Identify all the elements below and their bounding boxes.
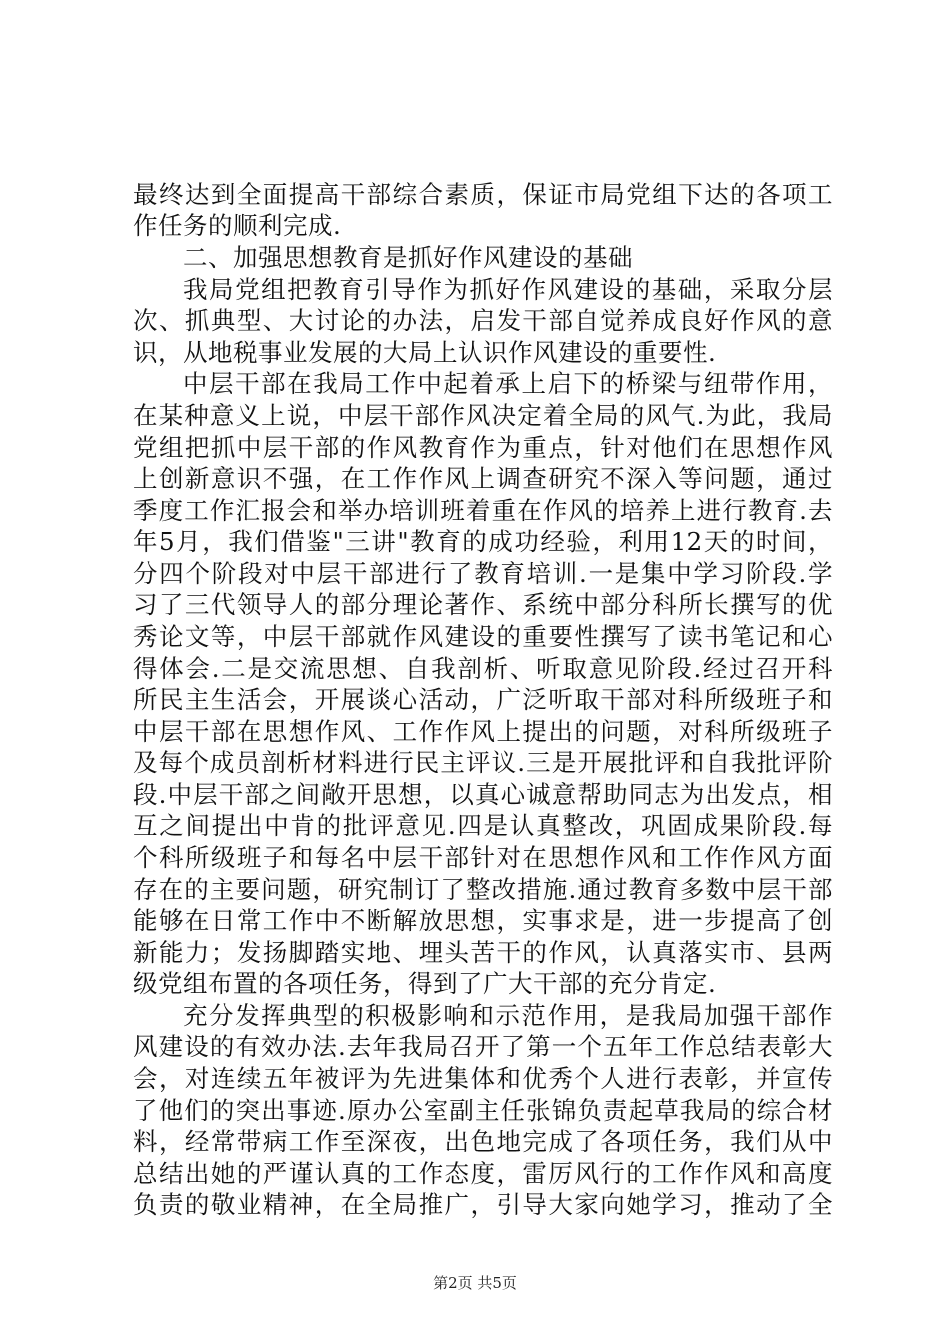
paragraph-first-line: 中层干部在我局工作中起着承上启下的桥梁与纽带作用， [183, 369, 833, 398]
text-line: 会，对连续五年被评为先进集体和优秀个人进行表彰，并宣传 [133, 1064, 833, 1093]
text-line: 总结出她的严谨认真的工作态度，雷厉风行的工作作风和高度 [133, 1159, 833, 1188]
text-line: 得体会.二是交流思想、自我剖析、听取意见阶段.经过召开科 [133, 654, 833, 683]
text-line: 了他们的突出事迹.原办公室副主任张锦负责起草我局的综合材 [133, 1096, 833, 1125]
text-line: 个科所级班子和每名中层干部针对在思想作风和工作作风方面 [133, 843, 833, 872]
text-line: 新能力；发扬脚踏实地、埋头苦干的作风，认真落实市、县两 [133, 938, 833, 967]
text-line: 段.中层干部之间敞开思想，以真心诚意帮助同志为出发点，相 [133, 780, 833, 809]
text-line: 上创新意识不强，在工作作风上调查研究不深入等问题，通过 [133, 464, 833, 493]
text-line: 料，经常带病工作至深夜，出色地完成了各项任务，我们从中 [133, 1127, 833, 1156]
text-line: 所民主生活会，开展谈心活动，广泛听取干部对科所级班子和 [133, 685, 833, 714]
text-line: 识，从地税事业发展的大局上认识作风建设的重要性. [133, 338, 717, 367]
text-line: 季度工作汇报会和举办培训班着重在作风的培养上进行教育.去 [133, 496, 833, 525]
text-line: 能够在日常工作中不断解放思想，实事求是，进一步提高了创 [133, 906, 833, 935]
section-heading: 二、加强思想教育是抓好作风建设的基础 [183, 243, 633, 272]
text-line: 分四个阶段对中层干部进行了教育培训.一是集中学习阶段.学 [133, 559, 833, 588]
text-line: 次、抓典型、大讨论的办法，启发干部自觉养成良好作风的意 [133, 306, 833, 335]
text-line: 秀论文等，中层干部就作风建设的重要性撰写了读书笔记和心 [133, 622, 833, 651]
text-line: 年5月，我们借鉴"三讲"教育的成功经验，利用12天的时间， [133, 527, 833, 556]
text-line: 在某种意义上说，中层干部作风决定着全局的风气.为此，我局 [133, 401, 833, 430]
text-line: 中层干部在思想作风、工作作风上提出的问题，对科所级班子 [133, 717, 833, 746]
text-line: 负责的敬业精神，在全局推广，引导大家向她学习，推动了全 [133, 1190, 833, 1219]
page-number-footer: 第2页 共5页 [433, 1274, 517, 1292]
text-line: 最终达到全面提高干部综合素质，保证市局党组下达的各项工 [133, 180, 833, 209]
text-line: 习了三代领导人的部分理论著作、系统中部分科所长撰写的优 [133, 590, 833, 619]
text-line: 党组把抓中层干部的作风教育作为重点，针对他们在思想作风 [133, 433, 833, 462]
text-line: 风建设的有效办法.去年我局召开了第一个五年工作总结表彰大 [133, 1032, 833, 1061]
text-line: 级党组布置的各项任务，得到了广大干部的充分肯定. [133, 969, 717, 998]
paragraph-first-line: 充分发挥典型的积极影响和示范作用，是我局加强干部作 [183, 1001, 833, 1030]
paragraph-first-line: 我局党组把教育引导作为抓好作风建设的基础，采取分层 [183, 275, 833, 304]
text-line: 互之间提出中肯的批评意见.四是认真整改，巩固成果阶段.每 [133, 811, 833, 840]
text-line: 及每个成员剖析材料进行民主评议.三是开展批评和自我批评阶 [133, 748, 833, 777]
text-line: 存在的主要问题，研究制订了整改措施.通过教育多数中层干部 [133, 875, 833, 904]
text-line: 作任务的顺利完成. [133, 211, 342, 240]
